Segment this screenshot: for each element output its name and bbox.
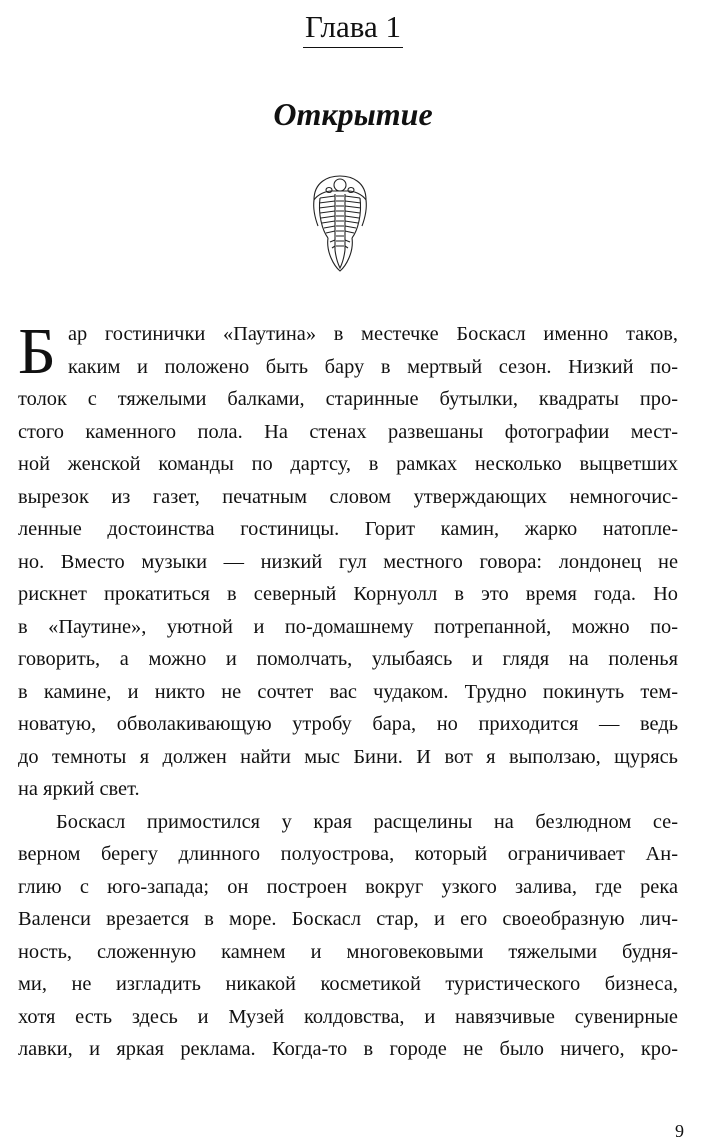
text-line: толок с тяжелыми балками, старинные бутылки, квадраты про- xyxy=(18,388,678,410)
text-line: ар гостинички «Паутина» в местечке Боскасл именно таков, xyxy=(68,323,678,345)
text-line: Валенси врезается в море. Боскасл стар, и его своеобразную лич- xyxy=(18,908,678,930)
trilobite-icon xyxy=(308,174,372,274)
chapter-title: Открытие xyxy=(273,96,433,132)
text-line: ность, сложенную камнем и многовековыми тяжелыми будня- xyxy=(18,940,678,963)
body-text xyxy=(18,315,678,1066)
text-line: ленные достоинства гостиницы. Горит камин, жарко натопле- xyxy=(18,518,678,540)
page-number: 9 xyxy=(675,1121,684,1141)
text-line: в камине, и никто не сочтет вас чудаком. Трудно покинуть тем- xyxy=(18,680,678,703)
text-line: хотя есть здесь и Музей колдовства, и навязчивые сувенирные xyxy=(18,1005,678,1028)
text-line: лавки, и яркая реклама. Когда-то в городе не было ничего, кро- xyxy=(18,1038,678,1060)
text-line: до темноты я должен найти мыс Бини. И вот я выползаю, щурясь xyxy=(18,745,678,768)
chapter-number: Глава 1 xyxy=(303,8,403,48)
text-line: в «Паутине», уютной и по-домашнему потрепанной, можно по- xyxy=(18,615,678,638)
text-line: на яркий свет. xyxy=(18,778,140,800)
text-line: ной женской команды по дартсу, в рамках несколько выцветших xyxy=(18,453,678,475)
text-line: стого каменного пола. На стенах развешаны фотографии мест- xyxy=(18,420,678,443)
text-line: новатую, обволакивающую утробу бара, но приходится — ведь xyxy=(18,713,678,735)
text-line: Боскасл примостился у края расщелины на безлюдном се- xyxy=(56,810,678,833)
text-line: глию с юго-запада; он построен вокруг узкого залива, где река xyxy=(18,875,678,898)
drop-cap: Б xyxy=(18,315,56,388)
chapter-heading xyxy=(0,8,706,48)
text-line: вырезок из газет, печатным словом утверждающих немногочис- xyxy=(18,485,678,508)
text-line: ми, не изгладить никакой косметикой туристического бизнеса, xyxy=(18,973,678,995)
text-line: каким и положено быть бару в мертвый сезон. Низкий по- xyxy=(68,355,678,378)
text-line: верном берегу длинного полуострова, который ограничивает Ан- xyxy=(18,843,678,865)
text-line: но. Вместо музыки — низкий гул местного говора: лондонец не xyxy=(18,550,678,573)
text-line: говорить, а можно и помолчать, улыбаясь и глядя на поленья xyxy=(18,648,678,670)
text-line: рискнет прокатиться в северный Корнуолл в это время года. Но xyxy=(18,583,678,605)
